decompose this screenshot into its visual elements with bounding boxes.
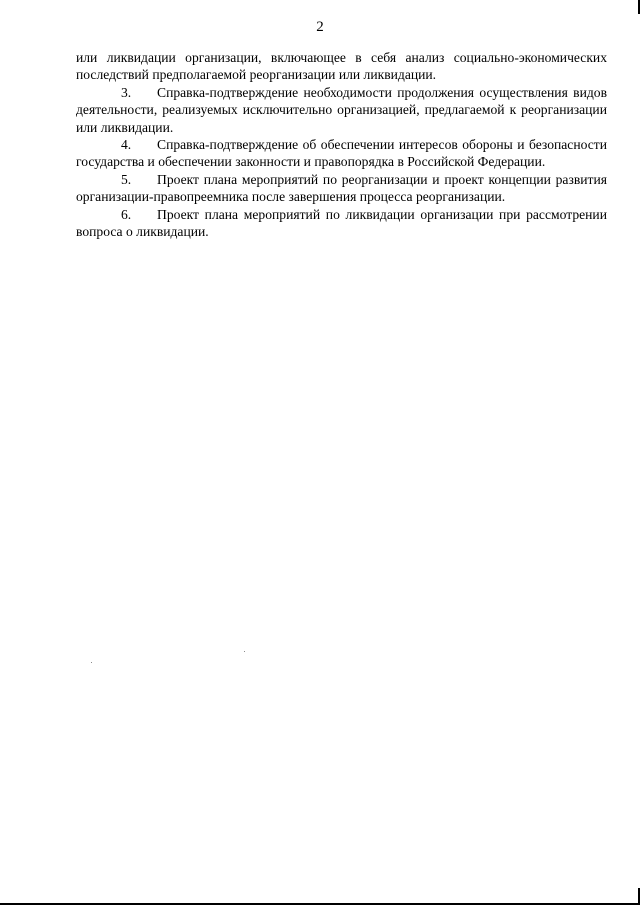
list-item-number: 4. — [121, 137, 132, 153]
scan-speck — [244, 651, 245, 652]
list-item — [76, 206, 607, 241]
list-item-number: 3. — [121, 84, 132, 100]
page-number: 2 — [316, 19, 324, 35]
paragraph-continuation — [76, 49, 607, 84]
list-item-number: 6. — [121, 206, 132, 222]
list-item — [76, 84, 607, 136]
list-item-text: Проект плана мероприятий по реорганизации и проект концепции развития организации-правопреемника после завершения процесса реорганизации. — [76, 171, 607, 205]
list-item — [76, 136, 607, 171]
list-item-text: Проект плана мероприятий по ликвидации организации при рассмотрении вопроса о ликвидации. — [76, 206, 607, 240]
paragraph-text: или ликвидации организации, включающее в себя анализ социально-экономических последствий предполагаемой реорганизации или ликвидации. — [76, 50, 607, 83]
scan-speck — [91, 662, 92, 663]
list-item-text: Справка-подтверждение об обеспечении интересов обороны и безопасности государства и обеспечении законности и правопорядка в Российской Федерации. — [76, 137, 607, 170]
list-item-text: Справка-подтверждение необходимости продолжения осуществления видов деятельности, реализуемых исключительно организацией, предлагаемой к реорганизации или ликвидации. — [76, 84, 607, 135]
list-item — [76, 171, 607, 206]
list-item-number: 5. — [121, 171, 132, 187]
document-body — [76, 49, 607, 240]
